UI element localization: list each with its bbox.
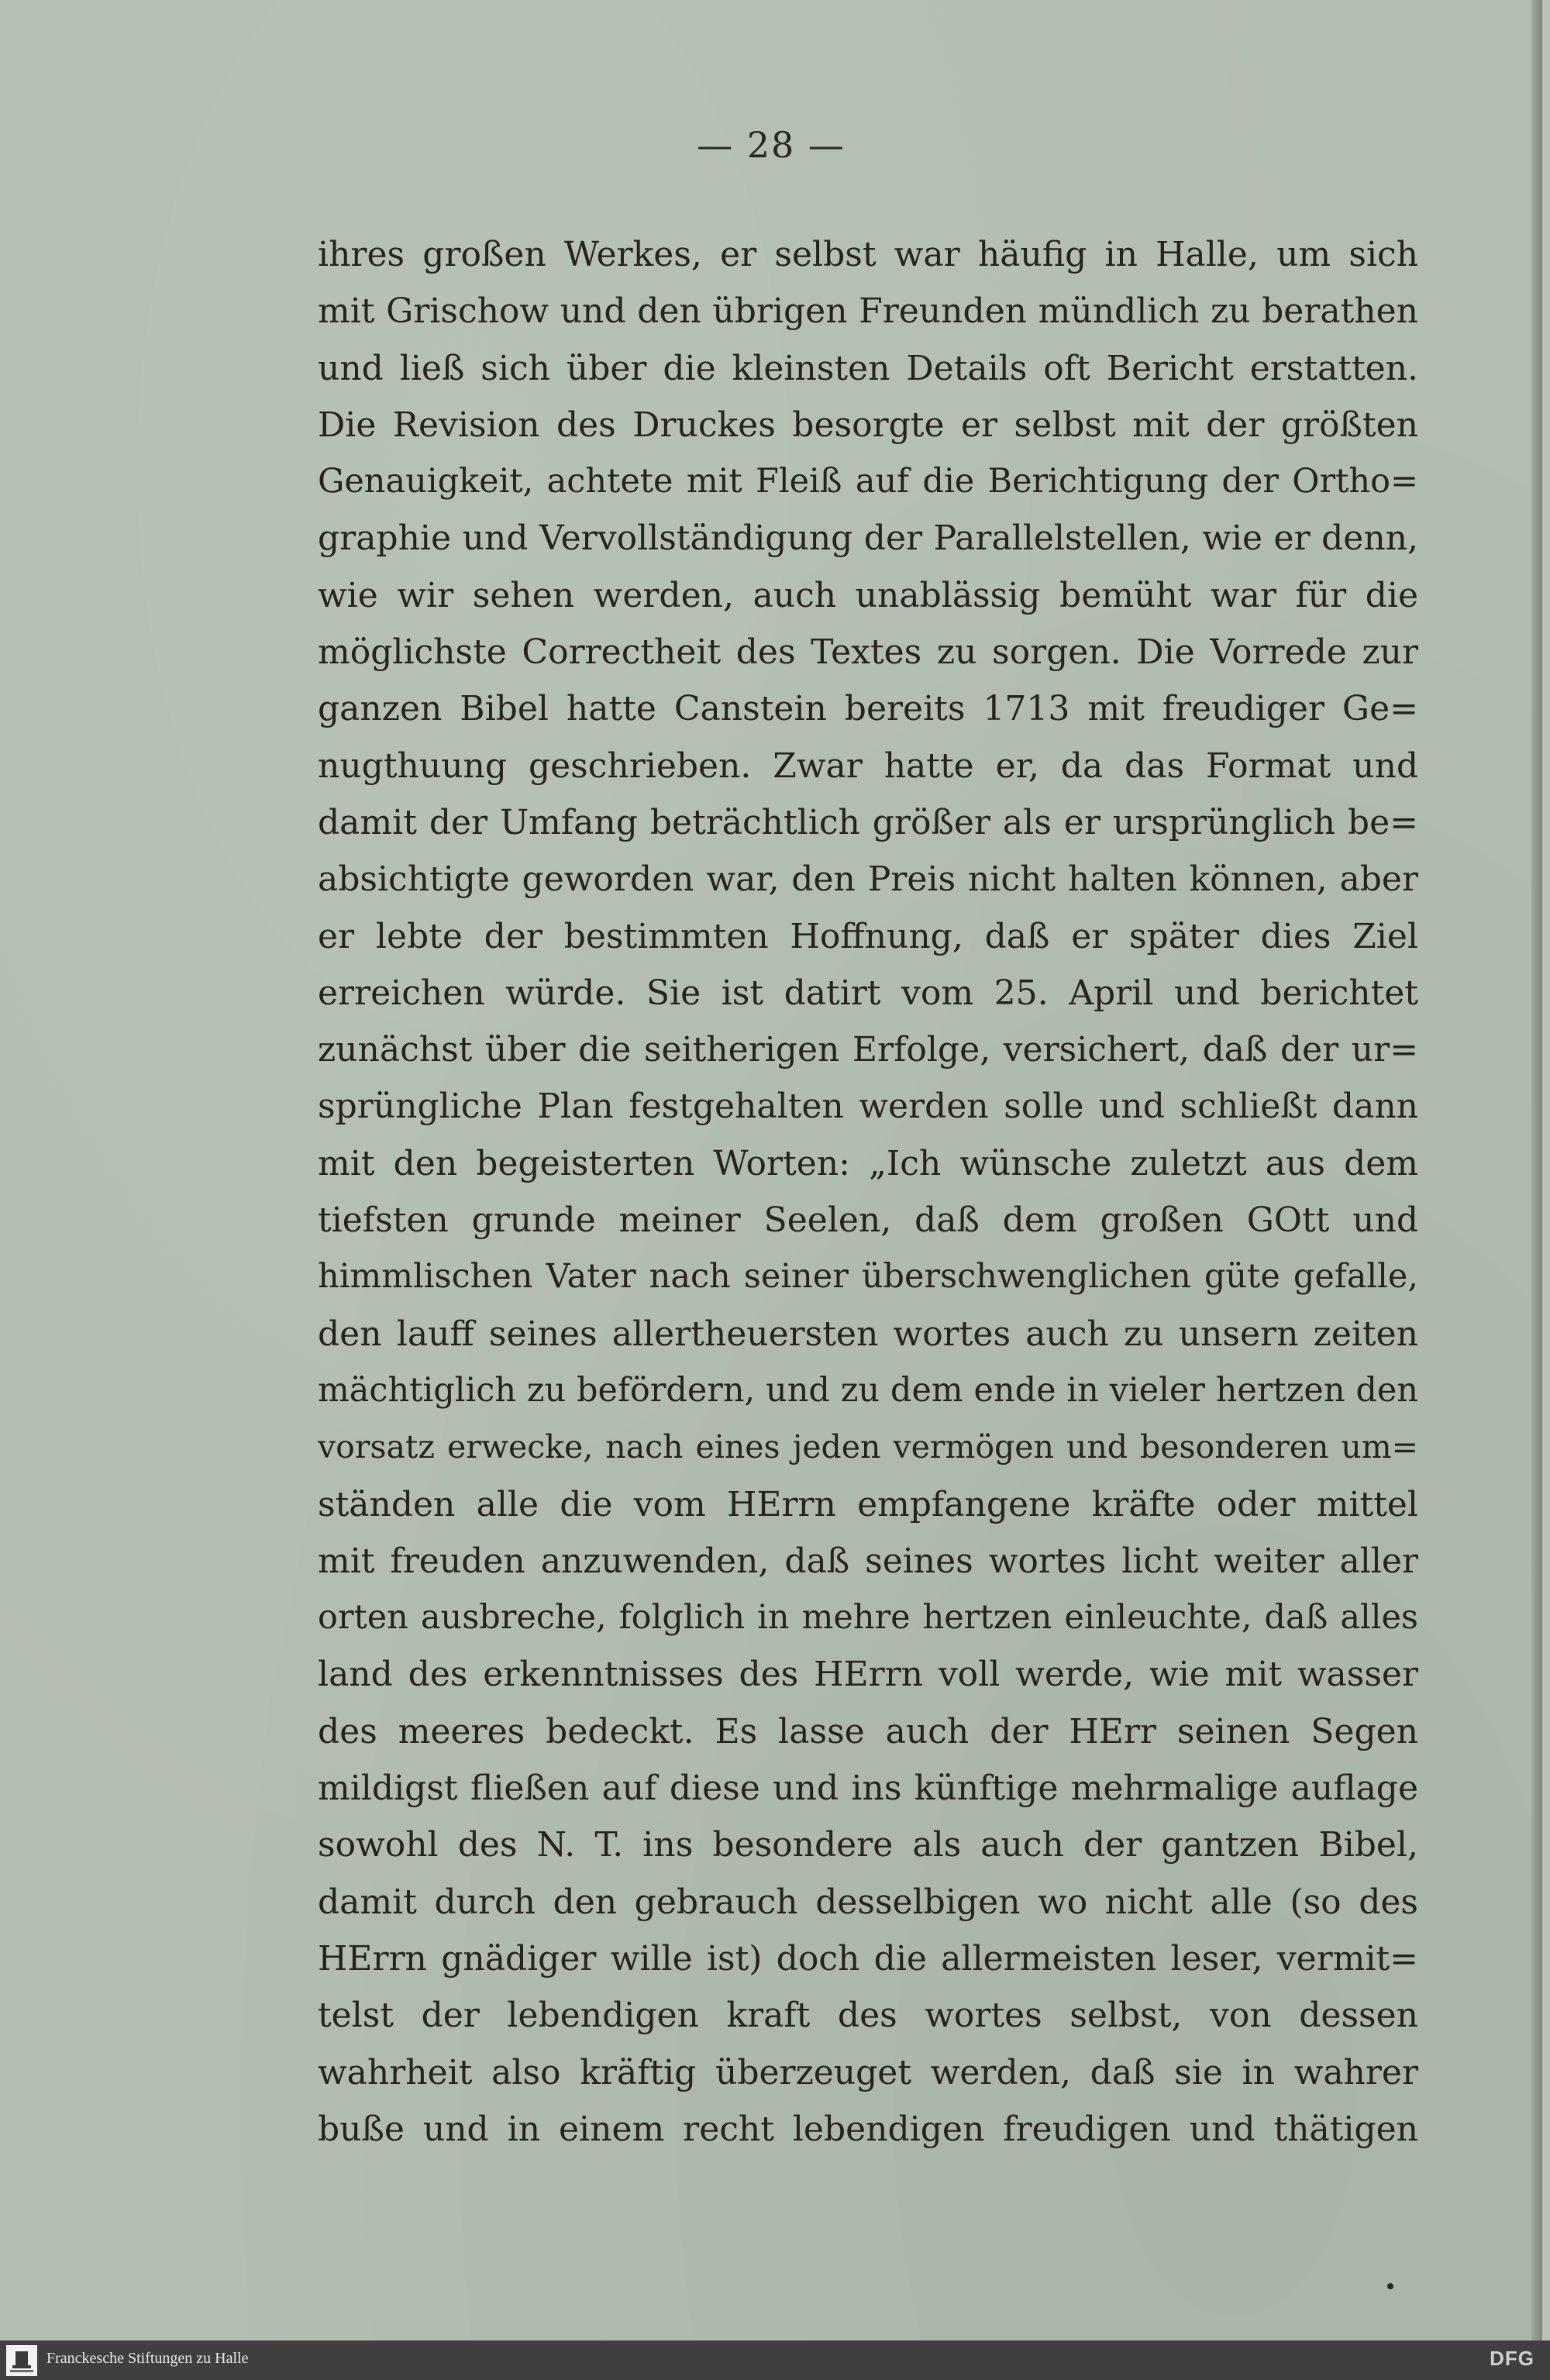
text-line: ihres großen Werkes, er selbst war häufig in Halle, um sich — [318, 235, 1418, 274]
text-line: und ließ sich über die kleinsten Details oft Bericht erstatten. — [318, 348, 1418, 388]
text-line: zunächst über die seitherigen Erfolge, versichert, daß der ur= — [318, 1030, 1418, 1070]
footer-bar — [0, 2340, 1550, 2380]
page-edge — [1531, 0, 1542, 2340]
text-line: absichtigte geworden war, den Preis nicht halten können, aber — [318, 859, 1418, 900]
text-line: mit Grischow und den übrigen Freunden mündlich zu berathen — [318, 291, 1418, 332]
text-line: möglichste Correctheit des Textes zu sorgen. Die Vorrede zur — [318, 632, 1418, 673]
text-line: erreichen würde. Sie ist datirt vom 25. April und berichtet — [318, 973, 1418, 1013]
text-line: nugthuung geschrieben. Zwar hatte er, da das Format und — [318, 746, 1418, 786]
page-number: — 28 — — [697, 124, 846, 166]
text-line: Die Revision des Druckes besorgte er selbst mit der größten — [318, 405, 1418, 445]
text-line: den lauff seines allertheuersten wortes auch zu unsern zeiten — [318, 1314, 1418, 1354]
text-line: mildigst fließen auf diese und ins künftige mehrmalige auflage — [318, 1769, 1418, 1809]
text-line: mächtiglich zu befördern, und zu dem ende in vieler hertzen den — [318, 1370, 1418, 1410]
text-line: damit der Umfang beträchtlich größer als er ursprünglich be= — [318, 802, 1418, 842]
text-line: damit durch den gebrauch desselbigen wo nicht alle (so des — [318, 1882, 1418, 1922]
text-line: buße und in einem recht lebendigen freudigen und thätigen — [318, 2109, 1418, 2149]
text-line: tiefsten grunde meiner Seelen, daß dem großen GOtt und — [318, 1200, 1418, 1241]
text-line: mit freuden anzuwenden, daß seines wortes licht weiter aller — [318, 1541, 1418, 1581]
text-line: ständen alle die vom HErrn empfangene kräfte oder mittel — [318, 1484, 1418, 1524]
text-line: er lebte der bestimmten Hoffnung, daß er später dies Ziel — [318, 916, 1418, 956]
text-line: vorsatz erwecke, nach eines jeden vermögen und besonderen um= — [318, 1428, 1418, 1466]
text-line: mit den begeisterten Worten: „Ich wünsche zuletzt aus dem — [318, 1143, 1418, 1183]
text-line: telst der lebendigen kraft des wortes selbst, von dessen — [318, 1996, 1418, 2036]
institution-name: Franckesche Stiftungen zu Halle — [46, 2350, 249, 2367]
text-line: wie wir sehen werden, auch unablässig bemüht war für die — [318, 575, 1418, 615]
text-line: himmlischen Vater nach seiner überschwenglichen güte gefalle, — [318, 1257, 1418, 1297]
text-line: wahrheit also kräftig überzeuget werden, daß sie in wahrer — [318, 2052, 1418, 2092]
text-line: land des erkenntnisses des HErrn voll werde, wie mit wasser — [318, 1655, 1418, 1695]
text-line: ganzen Bibel hatte Canstein bereits 1713 mit freudiger Ge= — [318, 689, 1418, 729]
text-line: sprüngliche Plan festgehalten werden solle und schließt dann — [318, 1087, 1418, 1127]
text-line: des meeres bedeckt. Es lasse auch der HErr seinen Segen — [318, 1711, 1418, 1751]
text-line: Genauigkeit, achtete mit Fleiß auf die Berichtigung der Ortho= — [318, 462, 1418, 501]
text-line: orten ausbreche, folglich in mehre hertzen einleuchte, daß alles — [318, 1598, 1418, 1638]
text-line: graphie und Vervollständigung der Parallelstellen, wie er denn, — [318, 518, 1418, 559]
dfg-logo: DFG — [1490, 2347, 1534, 2370]
institution-logo-icon — [6, 2345, 37, 2376]
body-text — [318, 226, 1418, 2158]
ink-speck — [1387, 2283, 1393, 2289]
text-line: HErrn gnädiger wille ist) doch die allermeisten leser, vermit= — [318, 1938, 1418, 1979]
text-line: sowohl des N. T. ins besondere als auch der gantzen Bibel, — [318, 1825, 1418, 1865]
